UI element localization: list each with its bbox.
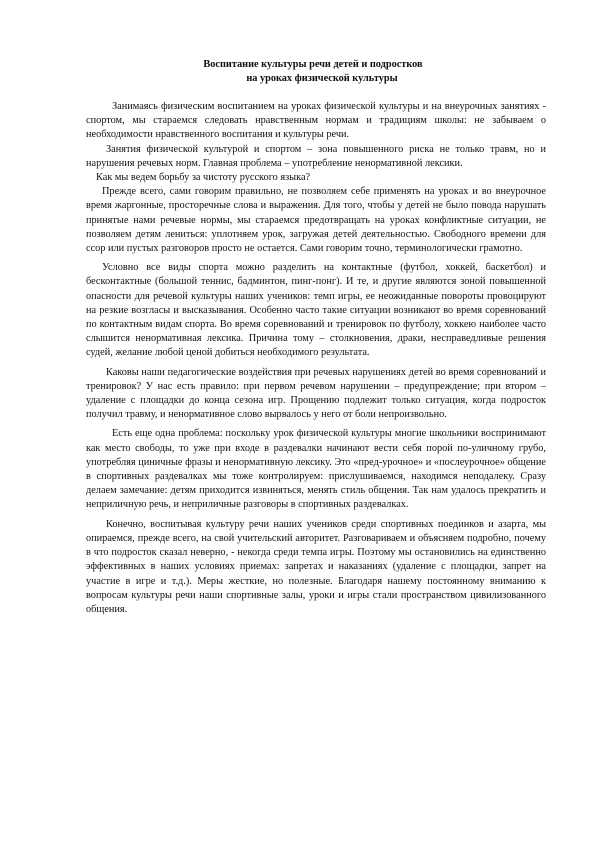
paragraph-3: Как мы ведем борьбу за чистоту русского языка?: [96, 172, 311, 184]
paragraph-7: Есть еще одна проблема: поскольку урок физической культуры многие школьники воспринимают как место свободы, то уже при входе в раздевалки начинают вести себя порой по-уличному грубо, употребляя циничные фразы и ненормативную лексику. Это «пред-урочное» и «послеурочное» общение в спортивных раздевалках мы тоже контролируем: прислушиваемся, находимся неподалеку. Сразу делаем замечание: детям приходится извиняться, менять стиль общения. Так нам удалось прекратить и неприличную речь, и неприличные разговоры в спортивных раздевалках.: [86, 428, 546, 511]
paragraph-8: Конечно, воспитывая культуру речи наших учеников среди спортивных поединков и азарта, мы опираемся, прежде всего, на свой учительский авторитет. Разговариваем и объясняем подробно, почему в что подросток сказал неверно, - некогда среди темпа игры. Поэтому мы остановились на единственно эффективных в наших условиях приемах: запретах и наказаниях (удаление с площадки, запрет на участие в игре и т.д.). Меры жесткие, но полезные. Благодаря нашему постоянному вниманию к вопросам культуры речи наши спортивные залы, уроки и игры стали пространством цивилизованного общения.: [86, 518, 546, 615]
paragraph-2: Занятия физической культурой и спортом – зона повышенного риска не только травм, но и нарушения речевых норм. Главная проблема – употребление ненормативной лексики.: [86, 143, 546, 169]
paragraph-1: Занимаясь физическим воспитанием на уроках физической культуры и на внеурочных занятиях - спортом, мы стараемся следовать нравственным нормам и традициям школы: не забываем о необходимости нравственного воспитания и культуры речи.: [86, 101, 546, 141]
title-line-2: на уроках физической культуры: [246, 73, 398, 84]
paragraph-4: Прежде всего, сами говорим правильно, не позволяем себе применять на уроках и во внеурочное время жаргонные, просторечные слова и выражения. Для того, чтобы у детей не было повода нарушать принятые нами речевые нормы, мы стараемся предотвращать на уроках конфликтные ситуации, не позволяем детям лениться: уплотняем урок, загружая детей деятельностью. Свободного времени для ссор или пустых разговоров просто не остается. Сами говорим точно, терминологически грамотно.: [86, 186, 546, 255]
paragraph-6: Каковы наши педагогические воздействия при речевых нарушениях детей во время соревнований и тренировок? У нас есть правило: при первом речевом нарушении – предупреждение; при втором – удаление с площадки до конца сезона игр. Прощению подлежит только ситуация, когда подросток получил травму, и ненормативное слово вырвалось у него от боли непроизвольно.: [86, 366, 546, 421]
title-line-1: Воспитание культуры речи детей и подростков: [203, 59, 423, 70]
document-title: [84, 58, 542, 86]
document-body: [86, 100, 546, 617]
paragraph-5: Условно все виды спорта можно разделить на контактные (футбол, хоккей, баскетбол) и бесконтактные (большой теннис, бадминтон, пинг-понг). И те, и другие являются зоной повышенной опасности для речевой культуры наших учеников: темп игры, ее неожиданные повороты провоцируют на резкие возгласы и высказывания. Особенно часто такие ситуации возникают во время соревнований по контактным видам спорта. Во время соревнований и тренировок по футболу, хоккею наиболее часто слышится ненормативная лексика. Причина тому – столкновения, драки, несправедливые решения судей, желание любой ценой добиться необходимого результата.: [86, 262, 546, 359]
